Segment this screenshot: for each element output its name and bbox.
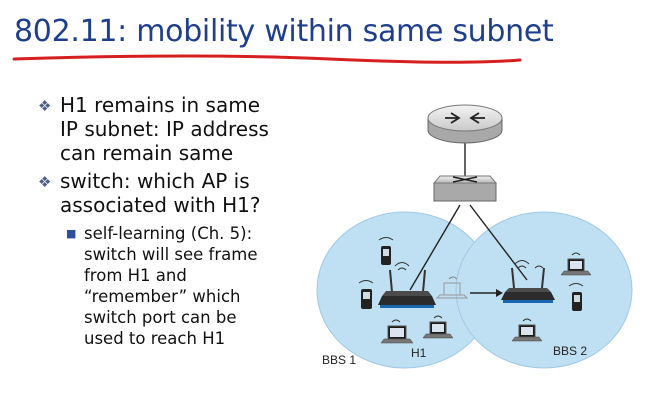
- sub-bullet-line-4: “remember” which: [84, 287, 241, 306]
- bbs2-label: BBS 2: [553, 344, 588, 358]
- bullet-2-line-1: switch: which AP is: [60, 169, 250, 193]
- sub-bullet-line-2: switch will see frame: [84, 245, 258, 264]
- sub-bullet-line-5: switch port can be: [84, 308, 237, 327]
- bbs1-label: BBS 1: [322, 353, 357, 367]
- sub-bullet-line-3: from H1 and: [84, 266, 187, 285]
- router-icon: [428, 105, 502, 143]
- bullet-2-line-2: associated with H1?: [60, 193, 261, 217]
- slide-title: 802.11: mobility within same subnet: [14, 14, 554, 49]
- bullet-1-line-2: IP subnet: IP address: [60, 117, 269, 141]
- diamond-bullet-icon: ❖: [38, 97, 52, 115]
- sub-bullet-line-1: self-learning (Ch. 5):: [84, 224, 253, 243]
- sub-bullet-line-6: used to reach H1: [84, 329, 226, 348]
- bullet-1-line-1: H1 remains in same: [60, 93, 261, 117]
- bullet-1-line-3: can remain same: [60, 141, 234, 165]
- square-bullet-icon: ■: [66, 227, 77, 240]
- diamond-bullet-icon: ❖: [38, 173, 52, 191]
- switch-icon: [434, 176, 496, 201]
- h1-label: H1: [411, 346, 427, 360]
